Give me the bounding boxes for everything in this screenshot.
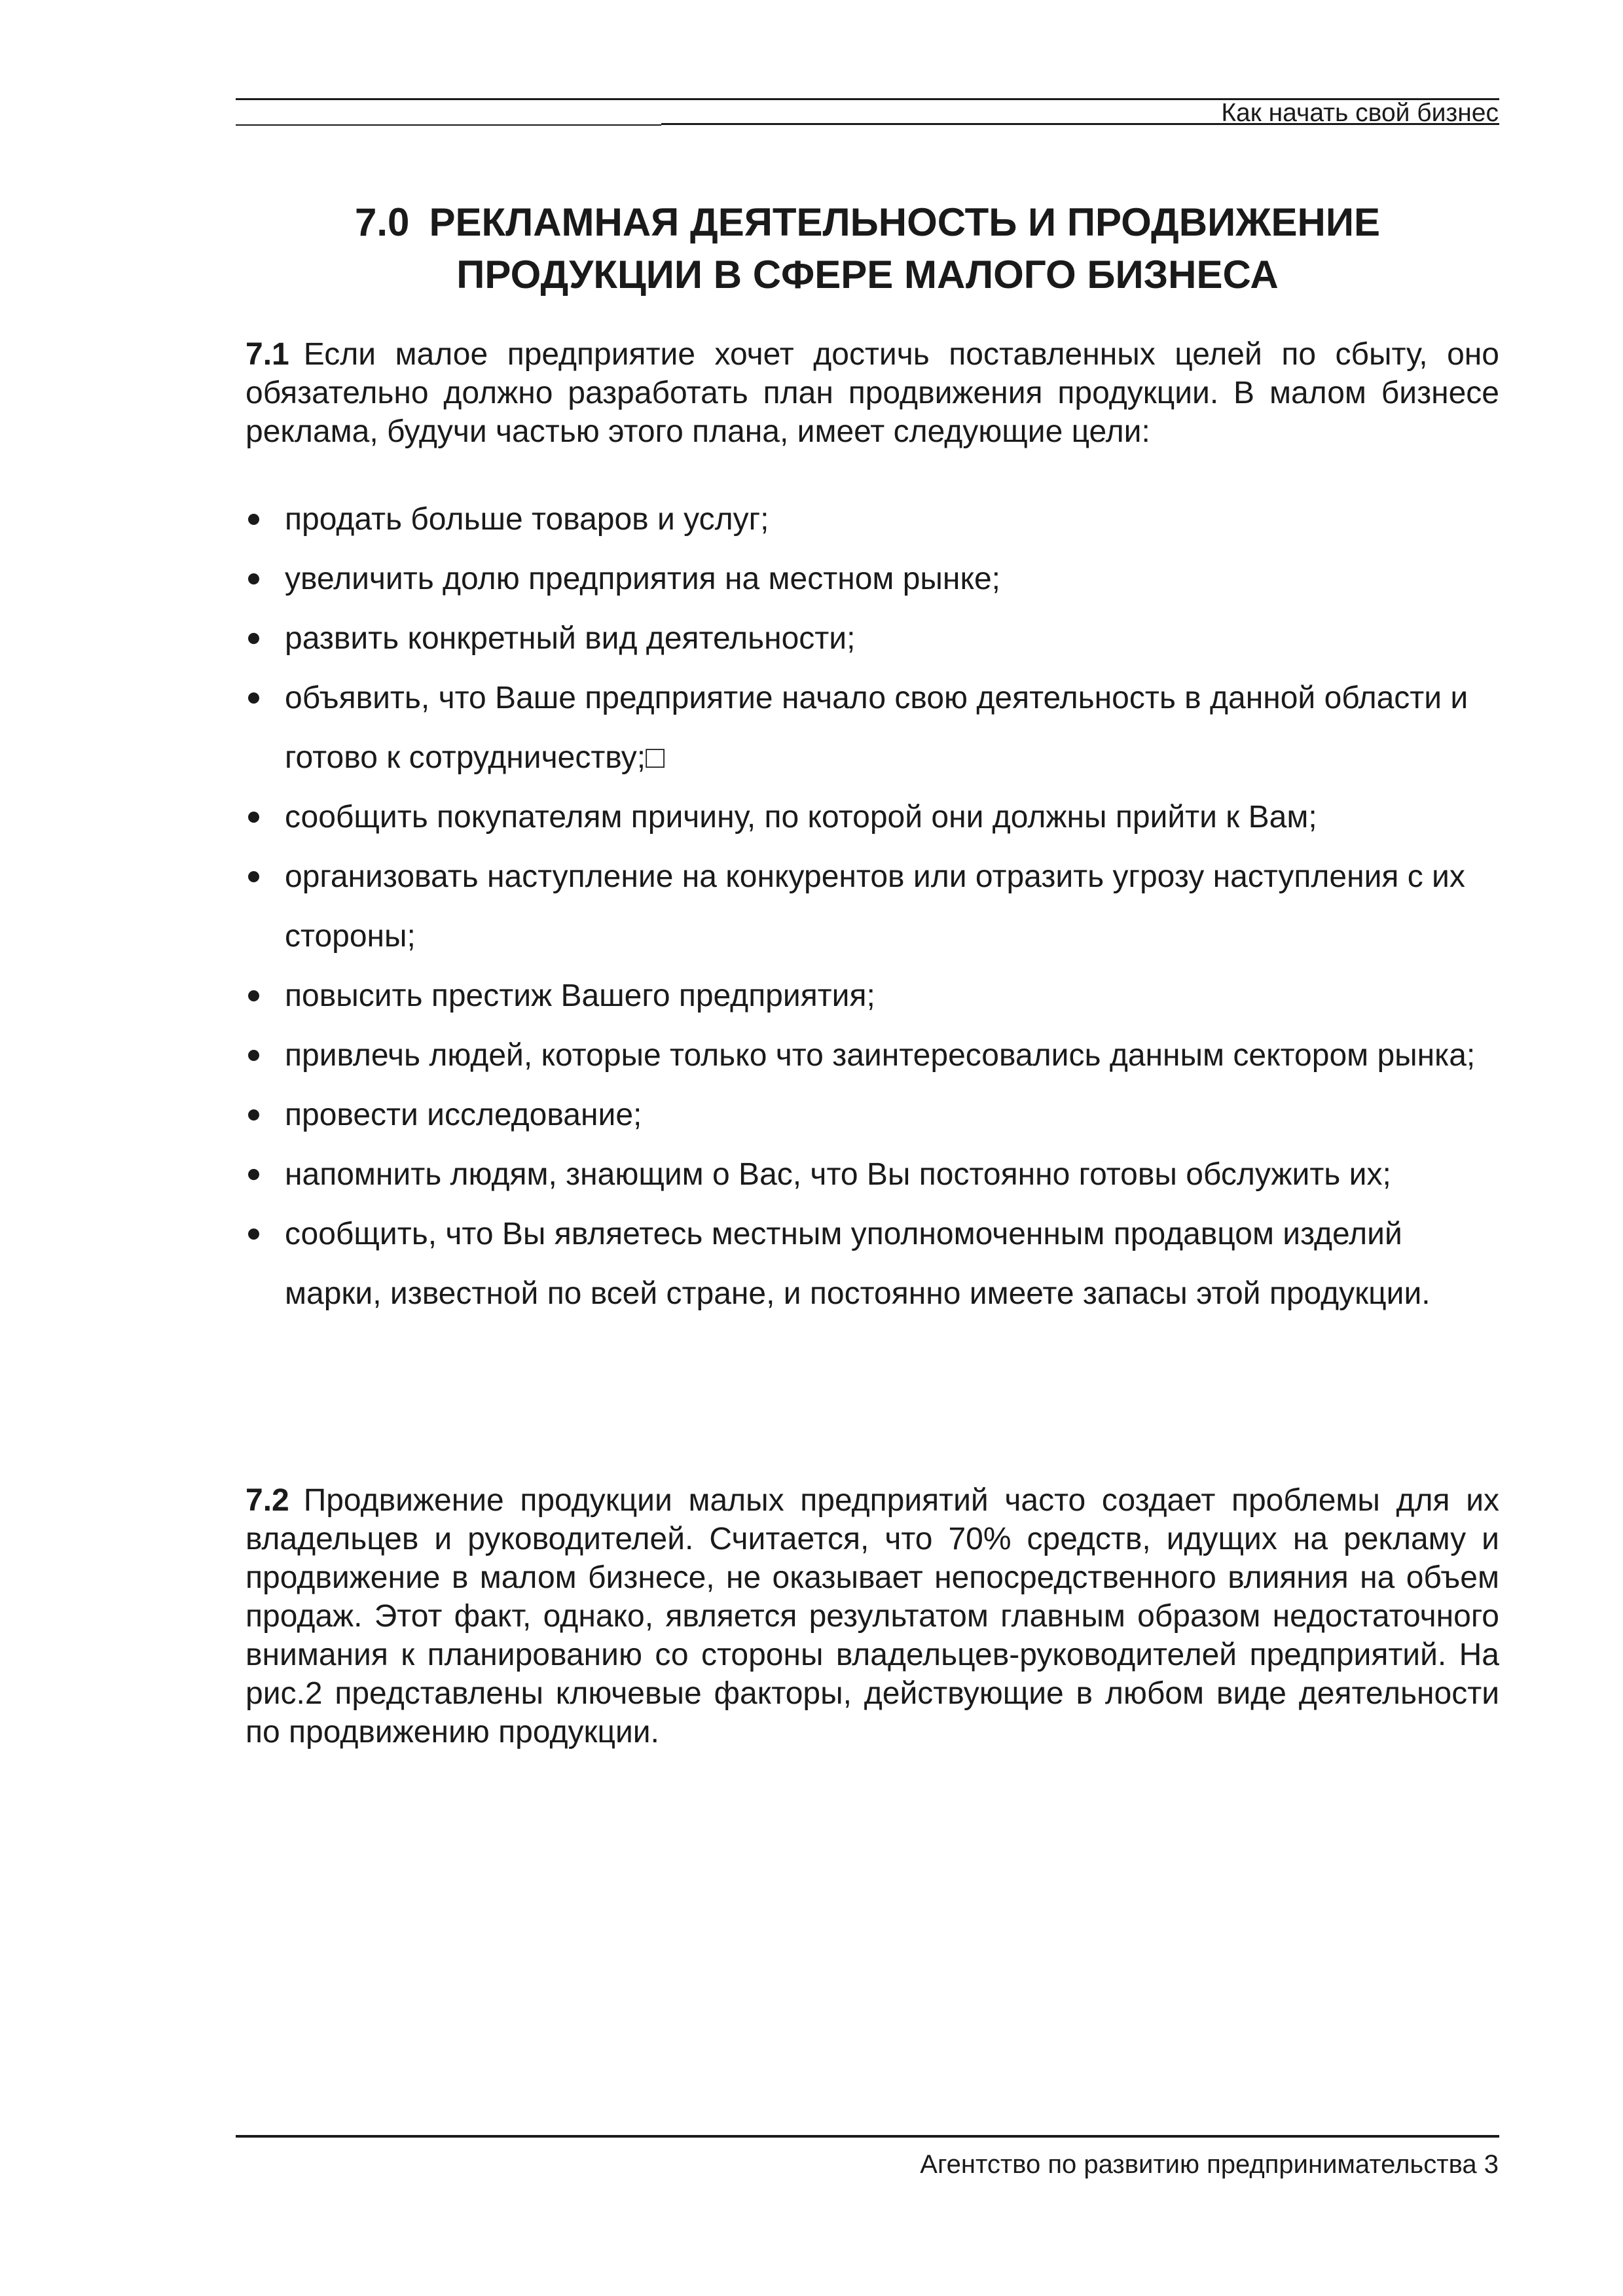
bullet-icon (248, 1109, 259, 1121)
list-item: привлечь людей, которые только что заинтересовались данным сектором рынка; (246, 1026, 1499, 1085)
section-number: 7.0 (355, 200, 410, 244)
list-item: провести исследование; (246, 1085, 1499, 1145)
bullet-icon (248, 990, 259, 1001)
bullet-icon (248, 1050, 259, 1061)
list-item: повысить престиж Вашего предприятия; (246, 966, 1499, 1026)
list-item: сообщить покупателям причину, по которой они должны прийти к Вам; (246, 787, 1499, 847)
paragraph-7-1 (246, 335, 1499, 451)
footer (920, 2148, 1499, 2181)
bullet-icon (248, 633, 259, 644)
paragraph-number: 7.2 (246, 1483, 289, 1518)
footer-rule (236, 2135, 1499, 2138)
paragraph-number: 7.1 (246, 337, 289, 372)
bullet-icon (248, 1229, 259, 1240)
section-heading-line-1 (236, 196, 1499, 249)
list-item: напомнить людям, знающим о Вас, что Вы постоянно готовы обслужить их; (246, 1145, 1499, 1204)
section-title-line-2: ПРОДУКЦИИ В СФЕРЕ МАЛОГО БИЗНЕСА (456, 253, 1279, 296)
list-item: сообщить, что Вы являетесь местным уполномоченным продавцом изделий марки, известной по всей стране, и постоянно имеете запасы этой продукции. (246, 1204, 1499, 1323)
list-item: продать больше товаров и услуг; (246, 490, 1499, 549)
list-item: развить конкретный вид деятельности; (246, 609, 1499, 668)
running-header: Как начать свой бизнес (1221, 99, 1499, 127)
list-item: объявить, что Ваше предприятие начало свою деятельность в данной области и готово к сотрудничеству;□ (246, 668, 1499, 787)
section-heading (236, 196, 1499, 301)
footer-agency: Агентство по развитию предпринимательства (920, 2150, 1477, 2179)
paragraph-text: Если малое предприятие хочет достичь поставленных целей по сбыту, оно обязательно должно разработать план продвижения продукции. В малом бизнесе реклама, будучи частью этого плана, имеет следующие цели: (246, 337, 1499, 449)
advertising-goals-list (246, 490, 1499, 1323)
bullet-icon (248, 1169, 259, 1180)
bullet-icon (248, 692, 259, 704)
bullet-icon (248, 871, 259, 882)
header-rule-lower-left (236, 124, 661, 126)
paragraph-text: Продвижение продукции малых предприятий часто создает проблемы для их владельцев и руководителей. Считается, что 70% средств, идущих на рекламу и продвижение в малом бизнесе, не оказывает непосредственного влияния на объем продаж. Этот факт, однако, является результатом главным образом недостаточного внимания к планированию со стороны владельцев-руководителей предприятий. На рис.2 представлены ключевые факторы, действующие в любом виде деятельности по продвижению продукции. (246, 1483, 1499, 1749)
list-item: увеличить долю предприятия на местном рынке; (246, 549, 1499, 609)
bullet-icon (248, 514, 259, 525)
paragraph-7-2 (246, 1481, 1499, 1751)
page-number: 3 (1484, 2150, 1499, 2179)
bullet-icon (248, 573, 259, 584)
bullet-icon (248, 812, 259, 823)
list-item: организовать наступление на конкурентов или отразить угрозу наступления с их стороны; (246, 847, 1499, 966)
section-title-line-1: РЕКЛАМНАЯ ДЕЯТЕЛЬНОСТЬ И ПРОДВИЖЕНИЕ (429, 200, 1380, 244)
